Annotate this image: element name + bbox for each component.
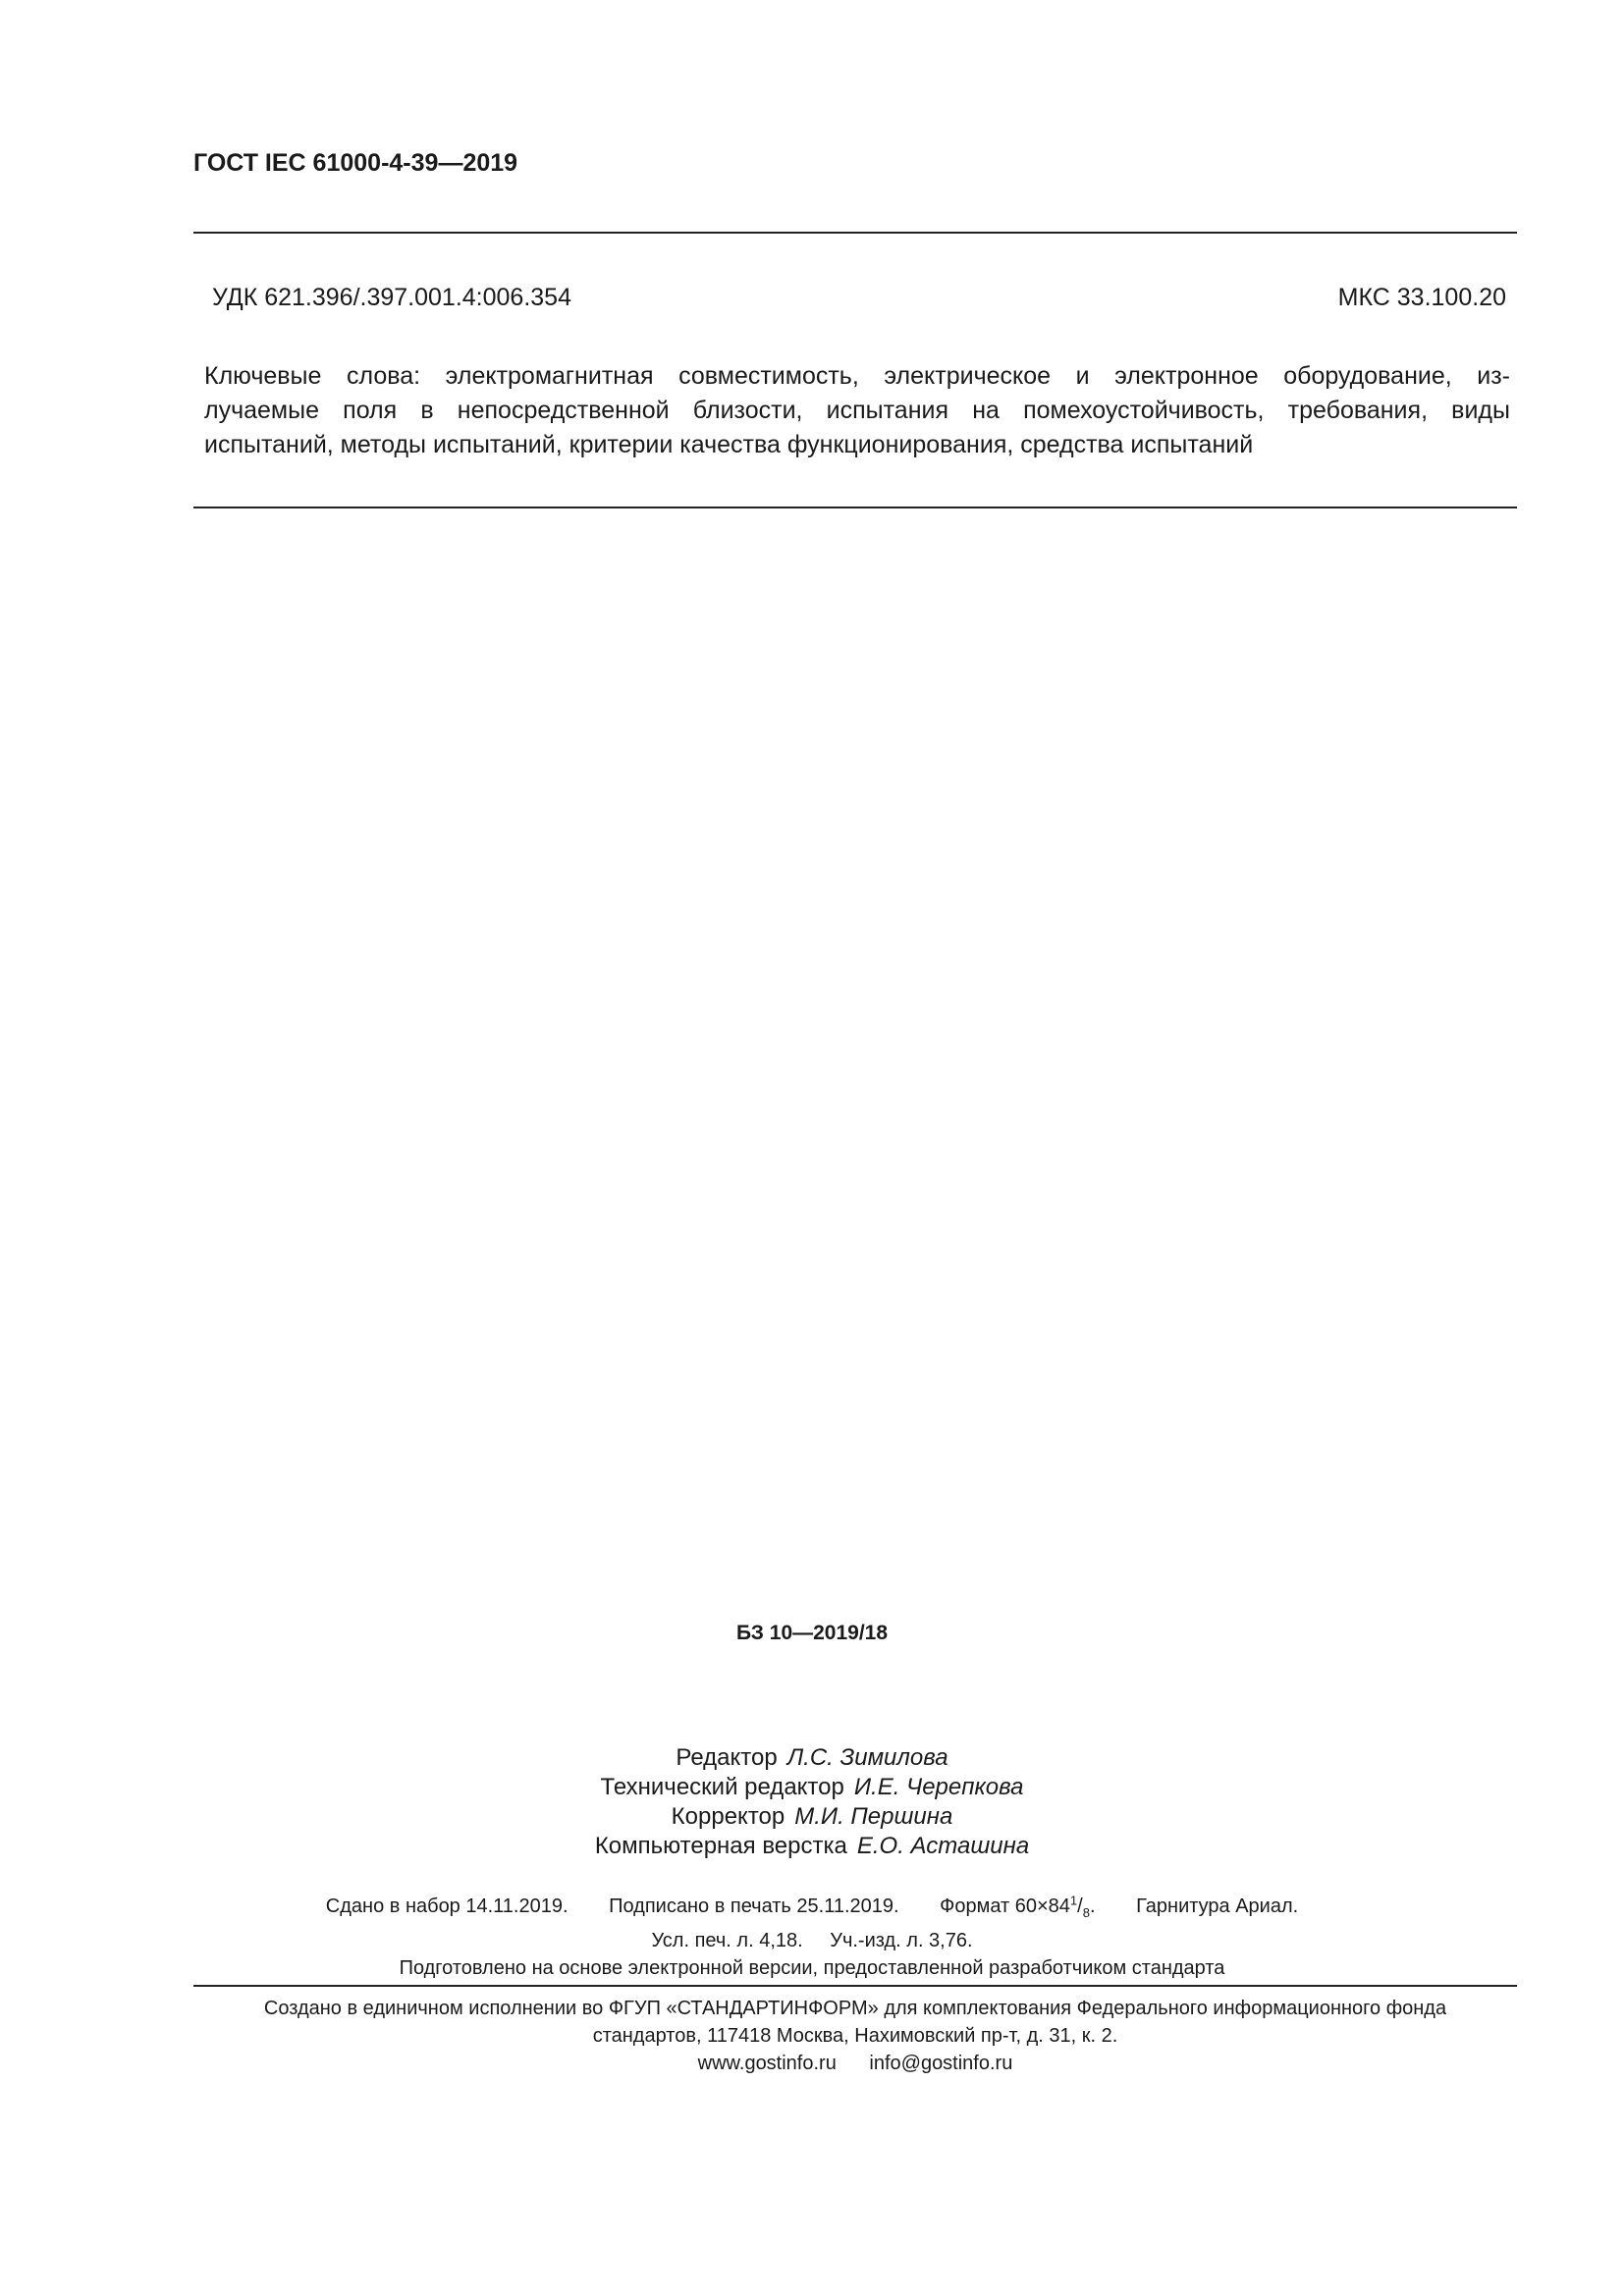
footer-links bbox=[193, 2050, 1517, 2077]
edition-sheets: Уч.-изд. л. 3,76. bbox=[830, 1929, 973, 1951]
keywords-line: лучаемые поля в непосредственной близости, испытания на помехоустойчивость, требования, виды bbox=[204, 397, 1510, 424]
format-denominator: 8 bbox=[1082, 1904, 1090, 1920]
imprint-block bbox=[0, 1887, 1624, 1982]
signed-text: Подписано в печать 25.11.2019. bbox=[609, 1895, 899, 1917]
format-prefix: Формат 60×84 bbox=[940, 1895, 1070, 1917]
keywords-line: Ключевые слова: электромагнитная совместимость, электрическое и электронное оборудование, из- bbox=[204, 362, 1510, 390]
keywords-divider bbox=[193, 507, 1517, 508]
credit-line bbox=[0, 1773, 1624, 1802]
format-suffix: . bbox=[1089, 1895, 1096, 1917]
format-numerator: 1 bbox=[1069, 1893, 1078, 1907]
credit-role: Технический редактор bbox=[600, 1774, 844, 1800]
credit-line bbox=[0, 1832, 1624, 1861]
credit-person: М.И. Першина bbox=[794, 1803, 953, 1830]
top-divider bbox=[193, 232, 1517, 234]
typeface: Гарнитура Ариал. bbox=[1136, 1895, 1299, 1917]
document-designation: ГОСТ IEC 61000-4-39—2019 bbox=[193, 149, 518, 177]
signed-date bbox=[609, 1896, 898, 1917]
footer-divider bbox=[193, 1985, 1517, 1987]
email-link[interactable]: info@gostinfo.ru bbox=[869, 2053, 1013, 2074]
bz-number: БЗ 10—2019/18 bbox=[735, 1622, 889, 1644]
credit-person: Е.О. Асташина bbox=[856, 1833, 1030, 1859]
credit-role: Редактор bbox=[676, 1744, 778, 1771]
paper-format: Формат $60\times 84^1/_8$. bbox=[940, 1893, 1096, 1920]
credit-line bbox=[0, 1802, 1624, 1832]
credit-role: Корректор bbox=[671, 1803, 785, 1830]
credits-block bbox=[0, 1743, 1624, 1861]
footer-block bbox=[193, 1995, 1517, 2077]
submitted-date: Сдано в набор 14.11.2019. bbox=[325, 1895, 568, 1917]
credit-line bbox=[0, 1743, 1624, 1773]
keywords-line: испытаний, методы испытаний, критерии качества функционирования, средства испытаний bbox=[204, 431, 1254, 458]
prepared-note: Подготовлено на основе электронной версии, предоставленной разработчиком стандарта bbox=[399, 1956, 1225, 1979]
keywords-paragraph bbox=[204, 359, 1510, 462]
udk-code: УДК 621.396/.397.001.4:006.354 bbox=[212, 284, 571, 311]
printed-sheets: Усл. печ. л. 4,18. bbox=[651, 1929, 803, 1951]
footer-line: стандартов, 117418 Москва, Нахимовский пр-т, д. 31, к. 2. bbox=[592, 2025, 1118, 2047]
credit-role: Компьютерная верстка bbox=[594, 1833, 847, 1859]
website-link[interactable]: www.gostinfo.ru bbox=[697, 2053, 837, 2074]
imprint-row bbox=[0, 1887, 1624, 1927]
credit-person: И.Е. Черепкова bbox=[853, 1774, 1024, 1800]
footer-line: Создано в единичном исполнении во ФГУП «СТАНДАРТИНФОРМ» для комплектования Федерального информационного фонда bbox=[263, 1998, 1447, 2019]
credit-person: Л.С. Зимилова bbox=[786, 1744, 948, 1771]
imprint-row bbox=[0, 1927, 1624, 1954]
mks-code: МКС 33.100.20 bbox=[1337, 284, 1506, 311]
